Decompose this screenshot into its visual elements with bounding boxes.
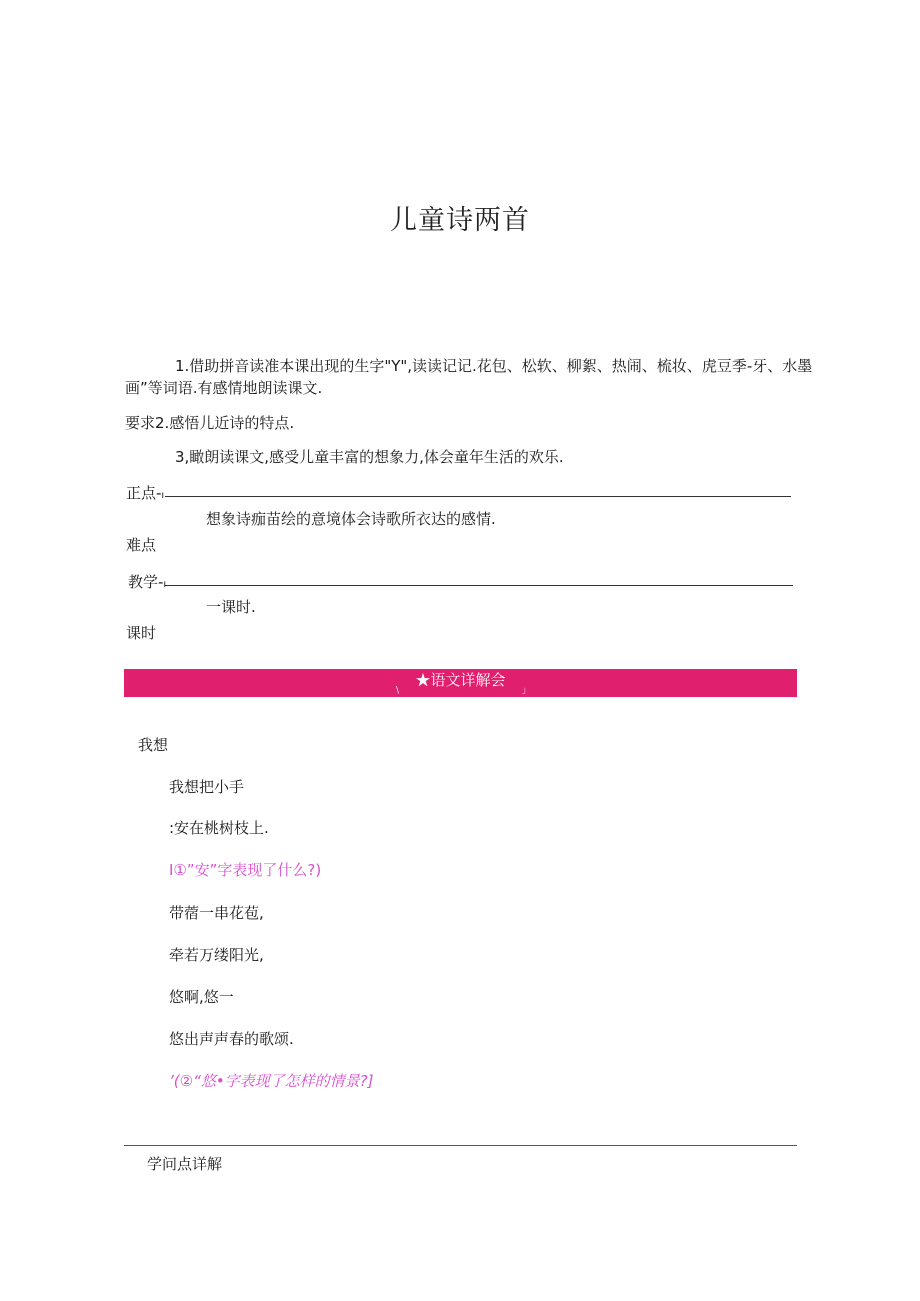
poem-line: 带蓿一串花苞,	[169, 904, 264, 922]
banner-title: ★语文详解会	[415, 671, 506, 689]
footer-label: 学问点详解	[147, 1155, 223, 1173]
key-point-label-row	[126, 482, 164, 503]
banner-right-mark: 」	[522, 686, 532, 696]
objective-2: 2.感悟儿近诗的特点.	[155, 414, 295, 432]
teaching-label: 教学-	[128, 573, 164, 591]
objective-1-line-1: 1.借助拼音读准本课出现的生字"Y",读读记记.花包、松软、柳絮、热闹、梳妆、虎豆季-牙、水墨	[175, 357, 813, 375]
poem-line: 悠啊,悠一	[169, 988, 234, 1006]
difficulty-label: 难点	[126, 536, 157, 554]
key-point-content: 想象诗痂苗绘的意境体会诗歌所衣达的感情.	[206, 510, 496, 528]
poem-line: :安在桃树枝上.	[169, 819, 269, 837]
objectives-label: 要求	[125, 414, 156, 432]
teaching-mark: ı	[163, 579, 167, 590]
key-point-label: 正点-	[126, 484, 162, 502]
objective-3: 3,瞰朗读课文,感受儿童丰富的想象力,体会童年生活的欢乐.	[175, 448, 564, 466]
section-banner	[124, 669, 797, 697]
poem-line: 牵若万缕阳光,	[169, 946, 264, 964]
objective-1-line-2: 画”等词语.有感情地朗读课文.	[125, 379, 323, 397]
key-point-rule	[165, 496, 791, 497]
teaching-content: 一课时.	[206, 598, 256, 616]
poem-line: 我想把小手	[169, 778, 245, 796]
teaching-rule	[165, 585, 793, 586]
teaching-label-row	[128, 571, 166, 592]
footer-rule	[124, 1145, 797, 1146]
banner-left-mark: \	[396, 686, 400, 696]
poem-line: 悠出声声春的歌颂.	[169, 1030, 294, 1048]
poem-question-2: ’(②“悠•字表现了怎样的情景?]	[169, 1072, 374, 1090]
objectives-row	[125, 412, 294, 433]
class-hours-label: 课时	[126, 624, 157, 642]
poem-title: 我想	[138, 736, 169, 754]
poem-question-1: I①”安”字表现了什么?)	[169, 861, 322, 879]
key-point-mark: ı	[161, 490, 165, 501]
page-title: 儿童诗两首	[390, 205, 530, 236]
